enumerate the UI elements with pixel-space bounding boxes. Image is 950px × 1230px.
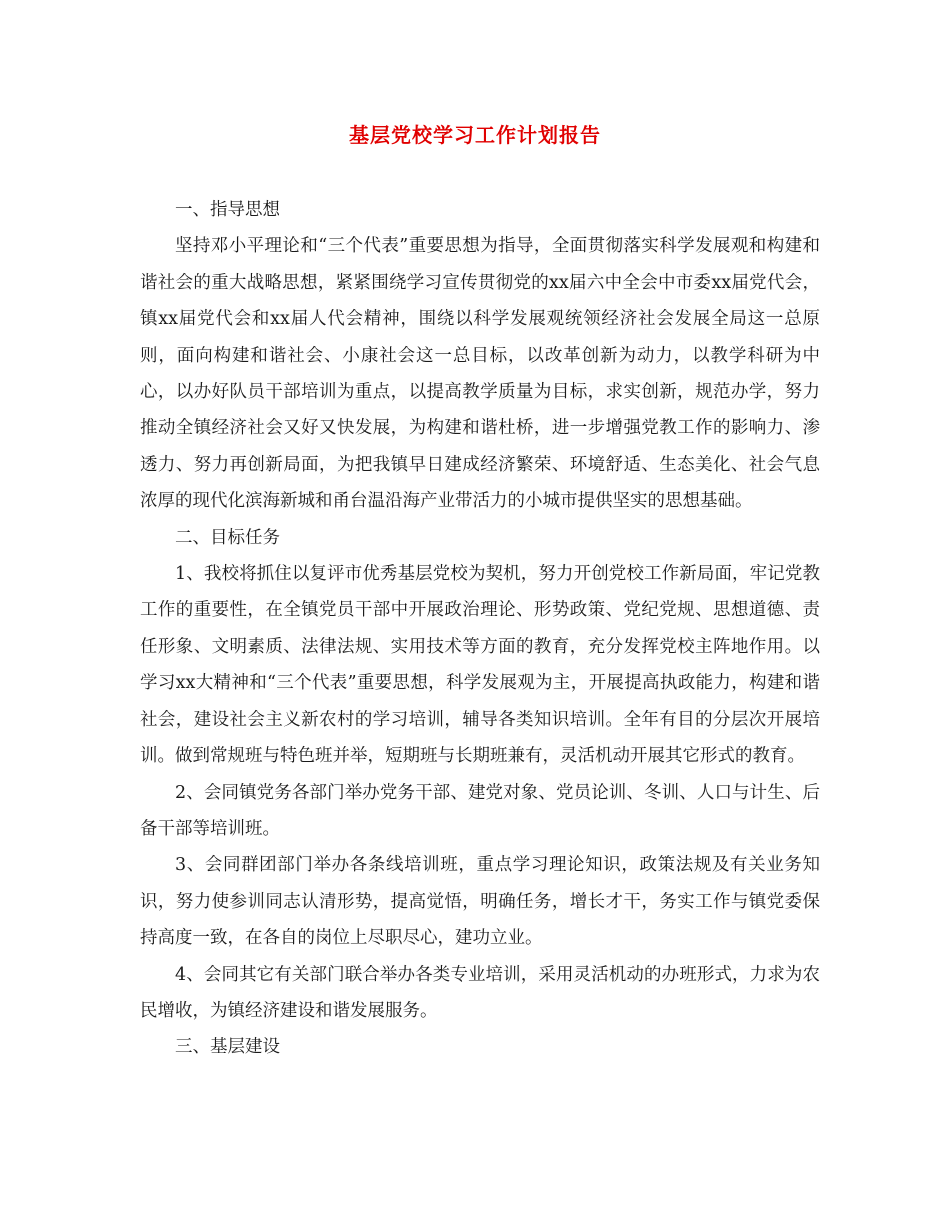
section-heading-goals-tasks: 二、目标任务 — [175, 527, 280, 548]
document-body — [140, 192, 820, 1066]
paragraph-guiding-ideology: 坚持邓小平理论和“三个代表”重要思想为指导，全面贯彻落实科学发展观和构建和谐社会的重大战略思想，紧紧围绕学习宣传贯彻党的xx届六中全会中市委xx届党代会，镇xx届党代会和xx届人代会精神，围绕以科学发展观统领经济社会发展全局这一总原则，面向构建和谐社会、小康社会这一总目标，以改革创新为动力，以教学科研为中心，以办好队员干部培训为重点，以提高教学质量为目标，求实创新，规范办学，努力推动全镇经济社会又好又快发展，为构建和谐杜桥，进一步增强党教工作的影响力、渗透力、努力再创新局面，为把我镇早日建成经济繁荣、环境舒适、生态美化、社会气息浓厚的现代化滨海新城和甬台温沿海产业带活力的小城市提供坚实的思想基础。 — [140, 236, 820, 512]
paragraph-task-2: 2、会同镇党务各部门举办党务干部、建党对象、党员论训、冬训、人口与计生、后备干部等培训班。 — [140, 782, 820, 839]
section-heading-guiding-ideology: 一、指导思想 — [175, 200, 280, 220]
document-title: 基层党校学习工作计划报告 — [349, 123, 601, 147]
section-heading-grassroots: 三、基层建设 — [175, 1037, 280, 1058]
paragraph-task-1: 1、我校将抓住以复评市优秀基层党校为契机，努力开创党校工作新局面，牢记党教工作的重要性，在全镇党员干部中开展政治理论、形势政策、党纪党规、思想道德、责任形象、文明素质、法律法规、实用技术等方面的教育，充分发挥党校主阵地作用。以学习xx大精神和“三个代表”重要思想，科学发展观为主，开展提高执政能力，构建和谐社会，建设社会主义新农村的学习培训，辅导各类知识培训。全年有目的分层次开展培训。做到常规班与特色班并举，短期班与长期班兼有，灵活机动开展其它形式的教育。 — [140, 564, 820, 767]
paragraph-task-3: 3、会同群团部门举办各条线培训班，重点学习理论知识，政策法规及有关业务知识，努力使参训同志认清形势，提高觉悟，明确任务，增长才干，务实工作与镇党委保持高度一致，在各自的岗位上尽职尽心，建功立业。 — [140, 855, 820, 949]
paragraph-task-4: 4、会同其它有关部门联合举办各类专业培训，采用灵活机动的办班形式，力求为农民增收，为镇经济建设和谐发展服务。 — [140, 964, 820, 1021]
